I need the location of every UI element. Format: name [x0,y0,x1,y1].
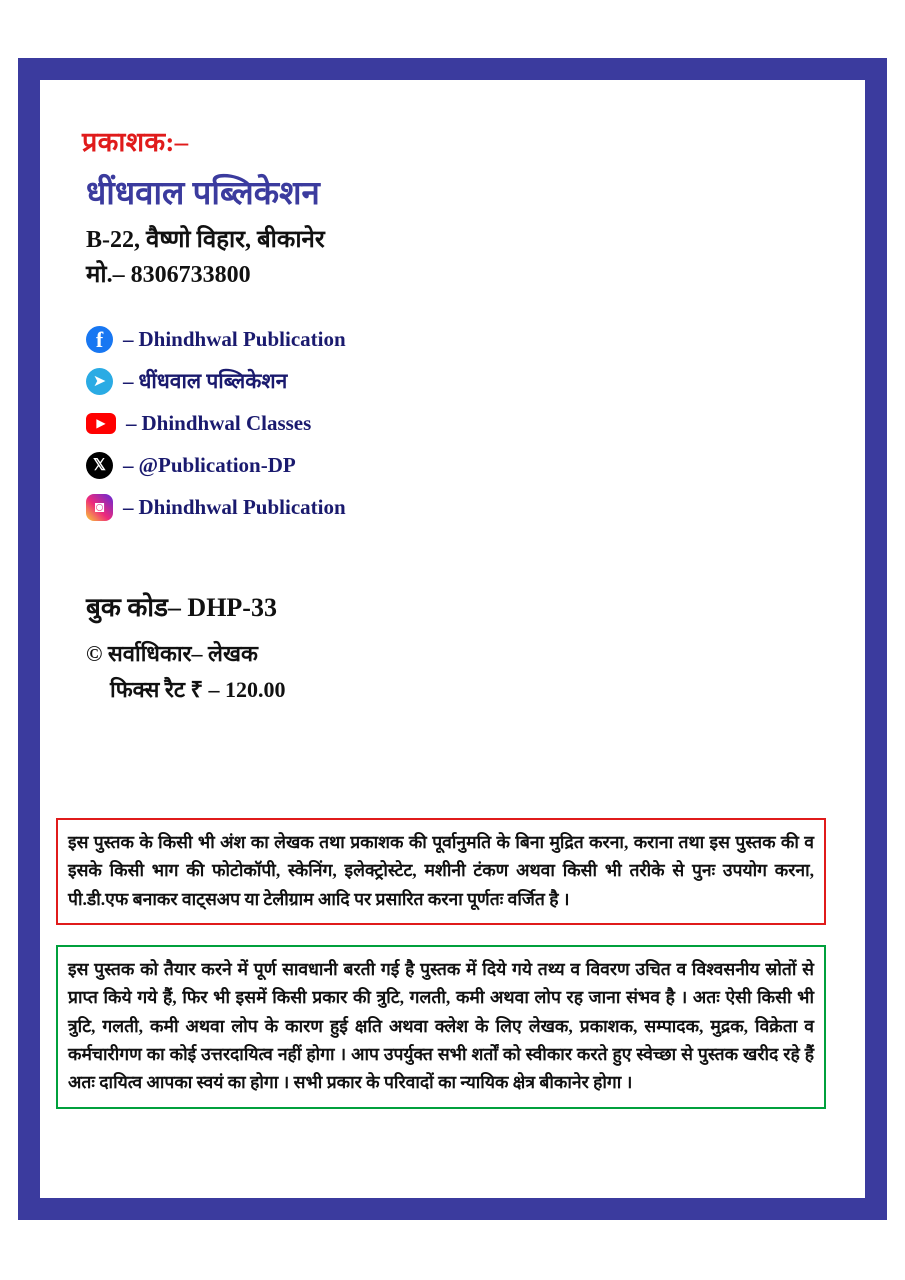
social-handle-youtube: Dhindhwal Classes [141,410,312,435]
instagram-icon: ◙ [86,494,113,521]
separator-dash: – [123,452,134,477]
copyright-line: © सर्वाधिकार– लेखक [86,641,258,666]
separator-dash: – [123,326,134,351]
copyright-warning-text: इस पुस्तक के किसी भी अंश का लेखक तथा प्रकाशक की पूर्वानुमति के बिना मुद्रित करना, कराना तथा इस पुस्तक की व इसके किसी भाग की फोटोकॉपी, स्केनिंग, इलेक्ट्रोस्टेट, मशीनी टंकण अथवा किसी भी तरीके से पुनः उपयोग करना, पी.डी.एफ बनाकर वाट्सअप या टेलीग्राम आदि पर प्रसारित करना पूर्णतः वर्जित है । [68,832,814,909]
separator-dash: – [123,368,134,393]
publisher-phone: मो.– 8306733800 [86,262,251,288]
social-row-facebook[interactable] [86,320,837,358]
page-content [42,90,863,1188]
separator-dash: – [123,494,134,519]
facebook-icon: f [86,326,113,353]
social-handle-telegram: धींधवाल पब्लिकेशन [138,369,288,393]
disclaimer-box [56,945,826,1109]
disclaimer-text: इस पुस्तक को तैयार करने में पूर्ण सावधानी बरती गई है पुस्तक में दिये गये तथ्य व विवरण उचित व विश्वसनीय स्रोतों से प्राप्त किये गये हैं, फिर भी इसमें किसी प्रकार की त्रुटि, गलती, कमी अथवा लोप रह जाना संभव है । अतः ऐसी किसी भी त्रुटि, गलती, कमी अथवा लोप के कारण हुई क्षति अथवा क्लेश के लिए लेखक, प्रकाशक, सम्पादक, मुद्रक, विक्रेता व कर्मचारीगण का कोई उत्तरदायित्व नहीं होगा । आप उपर्युक्त सभी शर्तों को स्वीकार करते हुए स्वेच्छा से पुस्तक खरीद रहे हैं अतः दायित्व आपका स्वयं का होगा । सभी प्रकार के परिवादों का न्यायिक क्षेत्र बीकानेर होगा । [68,959,814,1093]
telegram-icon: ➤ [86,368,113,395]
social-links-list [86,320,837,526]
social-handle-facebook: Dhindhwal Publication [138,326,346,351]
social-row-telegram[interactable] [86,362,837,400]
social-handle-x-twitter: @Publication-DP [138,452,296,477]
book-code: बुक कोड– DHP-33 [86,593,277,622]
youtube-icon: ▶ [86,413,116,434]
social-row-youtube[interactable] [86,404,837,442]
price-line: फिक्स रैट ₹ – 120.00 [110,677,286,702]
social-row-x-twitter[interactable] [86,446,837,484]
publisher-name: धींधवाल पब्लिकेशन [86,176,320,212]
separator-dash: – [126,410,137,435]
copyright-warning-box [56,818,826,925]
x-twitter-icon: 𝕏 [86,452,113,479]
publisher-label: प्रकाशक:– [82,127,189,157]
publisher-address: B-22, वैष्णो विहार, बीकानेर [86,227,325,253]
social-handle-instagram: Dhindhwal Publication [138,494,346,519]
social-row-instagram[interactable] [86,488,837,526]
